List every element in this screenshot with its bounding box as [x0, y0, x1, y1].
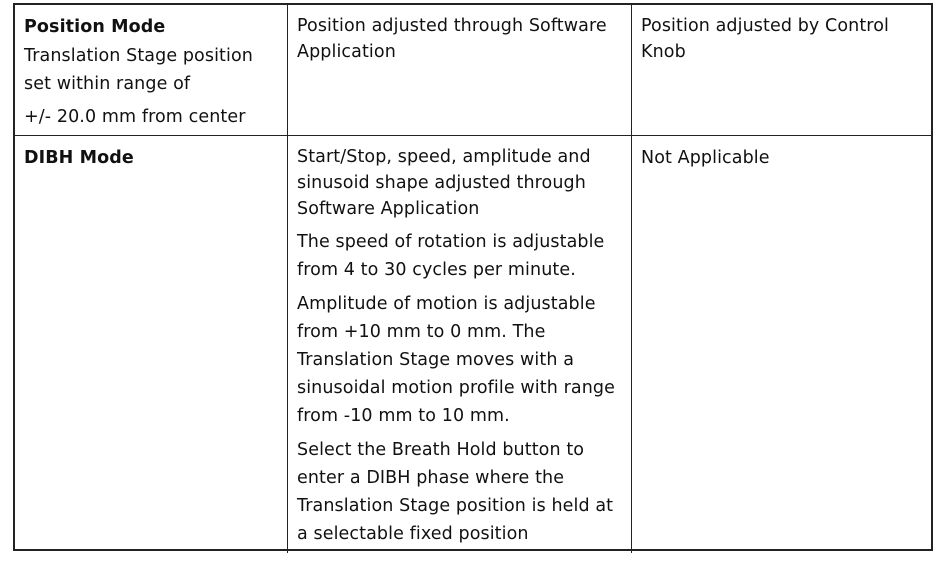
cell-paragraph: Amplitude of motion is adjustable from +10 mm to 0 mm. The Translation Stage moves with a sinusoidal motion profile with range from -10 mm to 10 mm.: [297, 294, 615, 426]
table-cell-software-position: [288, 5, 632, 136]
table-cell-software-dibh: [288, 136, 632, 553]
cell-paragraph: The speed of rotation is adjustable from 4 to 30 cycles per minute.: [297, 232, 605, 280]
table-cell-mode-position: [15, 5, 288, 136]
mode-description-line: +/- 20.0 mm from center: [24, 107, 246, 127]
cell-paragraph: Position adjusted by Control Knob: [641, 16, 889, 62]
mode-title: Position Mode: [24, 17, 166, 37]
table-cell-knob-dibh: [632, 136, 931, 553]
cell-paragraph: Not Applicable: [641, 148, 770, 168]
cell-paragraph: Position adjusted through Software Application: [297, 16, 607, 62]
cell-paragraph: Start/Stop, speed, amplitude and sinusoid shape adjusted through Software Application: [297, 147, 591, 219]
table-cell-mode-dibh: [15, 136, 288, 553]
mode-description-line: set within range of: [24, 74, 191, 94]
mode-title: DIBH Mode: [24, 148, 134, 168]
table-cell-knob-position: [632, 5, 931, 136]
mode-comparison-table: [13, 3, 933, 551]
mode-description-line: Translation Stage position: [24, 46, 253, 66]
cell-paragraph: Select the Breath Hold button to enter a DIBH phase where the Translation Stage position is held at a selectable fixed position: [297, 440, 614, 544]
